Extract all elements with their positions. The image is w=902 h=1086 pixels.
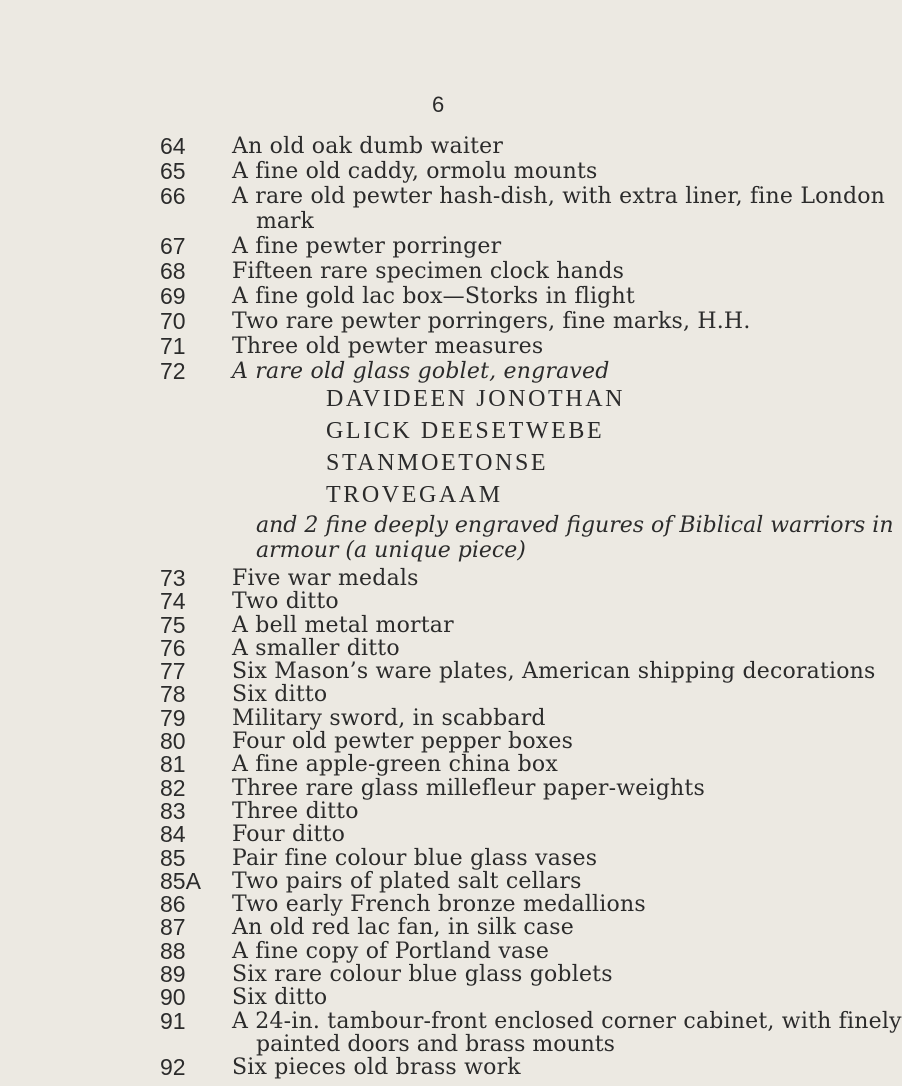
lot-number: 77 <box>160 658 186 684</box>
lot-description: Six rare colour blue glass goblets <box>232 962 613 987</box>
lot-number: 73 <box>160 565 186 591</box>
lot-number: 72 <box>160 358 186 384</box>
lot-description: Six ditto <box>232 985 328 1010</box>
page-number: 6 <box>432 92 445 117</box>
goblet-inscription-line: STANMOETONSE <box>326 450 549 476</box>
lot-number: 74 <box>160 588 186 614</box>
lot-description: Three ditto <box>232 799 359 824</box>
lot-description: Four ditto <box>232 822 346 847</box>
lot-description: A fine pewter porringer <box>232 234 502 259</box>
lot-number: 82 <box>160 775 186 801</box>
lot-number: 66 <box>160 183 186 209</box>
lot-description: Three rare glass millefleur paper-weights <box>232 776 705 801</box>
lot-number: 76 <box>160 635 186 661</box>
lot-description: Two rare pewter porringers, fine marks, H.H. <box>232 309 751 334</box>
lot-description: Two pairs of plated salt cellars <box>232 869 582 894</box>
lot-number: 64 <box>160 133 186 159</box>
lot-number: 65 <box>160 158 186 184</box>
goblet-inscription-line: TROVEGAAM <box>326 482 503 508</box>
lot-description: Two ditto <box>232 589 339 614</box>
lot-description: A rare old pewter hash-dish, with extra liner, fine London <box>232 184 886 209</box>
lot-number: 92 <box>160 1054 186 1080</box>
lot-description: An old red lac fan, in silk case <box>232 915 574 940</box>
lot-number: 68 <box>160 258 186 284</box>
lot-description: A fine gold lac box—Storks in flight <box>232 284 635 309</box>
lot-description: Six ditto <box>232 682 328 707</box>
lot-number: 86 <box>160 891 186 917</box>
lot-number: 70 <box>160 308 186 334</box>
lot-number: 80 <box>160 728 186 754</box>
lot-number: 87 <box>160 914 186 940</box>
goblet-note-line: and 2 fine deeply engraved figures of Biblical warriors in <box>256 513 894 538</box>
lot-description: A 24-in. tambour-front enclosed corner cabinet, with finely <box>232 1009 902 1034</box>
lot-number: 75 <box>160 612 186 638</box>
goblet-inscription-line: GLICK DEESETWEBE <box>326 418 605 444</box>
lot-description: A fine old caddy, ormolu mounts <box>232 159 598 184</box>
lot-number: 88 <box>160 938 186 964</box>
lot-number: 89 <box>160 961 186 987</box>
lot-number: 71 <box>160 333 186 359</box>
lot-number: 90 <box>160 984 186 1010</box>
lot-description: Six Mason’s ware plates, American shipping decorations <box>232 659 876 684</box>
lot-number: 69 <box>160 283 186 309</box>
lot-description-continued: mark <box>256 209 314 234</box>
lot-number: 79 <box>160 705 186 731</box>
lot-description: A fine apple-green china box <box>232 752 558 777</box>
lot-number: 84 <box>160 821 186 847</box>
lot-description: Pair fine colour blue glass vases <box>232 846 598 871</box>
lot-description-continued: painted doors and brass mounts <box>256 1032 615 1057</box>
lot-description: A bell metal mortar <box>232 613 454 638</box>
lot-description: Five war medals <box>232 566 419 591</box>
goblet-inscription-line: DAVIDEEN JONOTHAN <box>326 386 626 412</box>
lot-description: An old oak dumb waiter <box>232 134 504 159</box>
lot-description: Military sword, in scabbard <box>232 706 546 731</box>
lot-description: Fifteen rare specimen clock hands <box>232 259 625 284</box>
lot-description: Four old pewter pepper boxes <box>232 729 574 754</box>
lot-description: Two early French bronze medallions <box>232 892 646 917</box>
lot-number: 83 <box>160 798 186 824</box>
lot-number: 67 <box>160 233 186 259</box>
lot-description: Six pieces old brass work <box>232 1055 521 1080</box>
lot-description: A rare old glass goblet, engraved <box>232 359 610 384</box>
lot-number: 81 <box>160 751 186 777</box>
lot-number: 85 <box>160 845 186 871</box>
lot-number: 91 <box>160 1008 186 1034</box>
lot-description: A fine copy of Portland vase <box>232 939 550 964</box>
lot-number: 78 <box>160 681 186 707</box>
lot-number: 85A <box>160 868 201 894</box>
lot-description: Three old pewter measures <box>232 334 544 359</box>
lot-description: A smaller ditto <box>232 636 400 661</box>
goblet-note-line: armour (a unique piece) <box>256 538 526 563</box>
